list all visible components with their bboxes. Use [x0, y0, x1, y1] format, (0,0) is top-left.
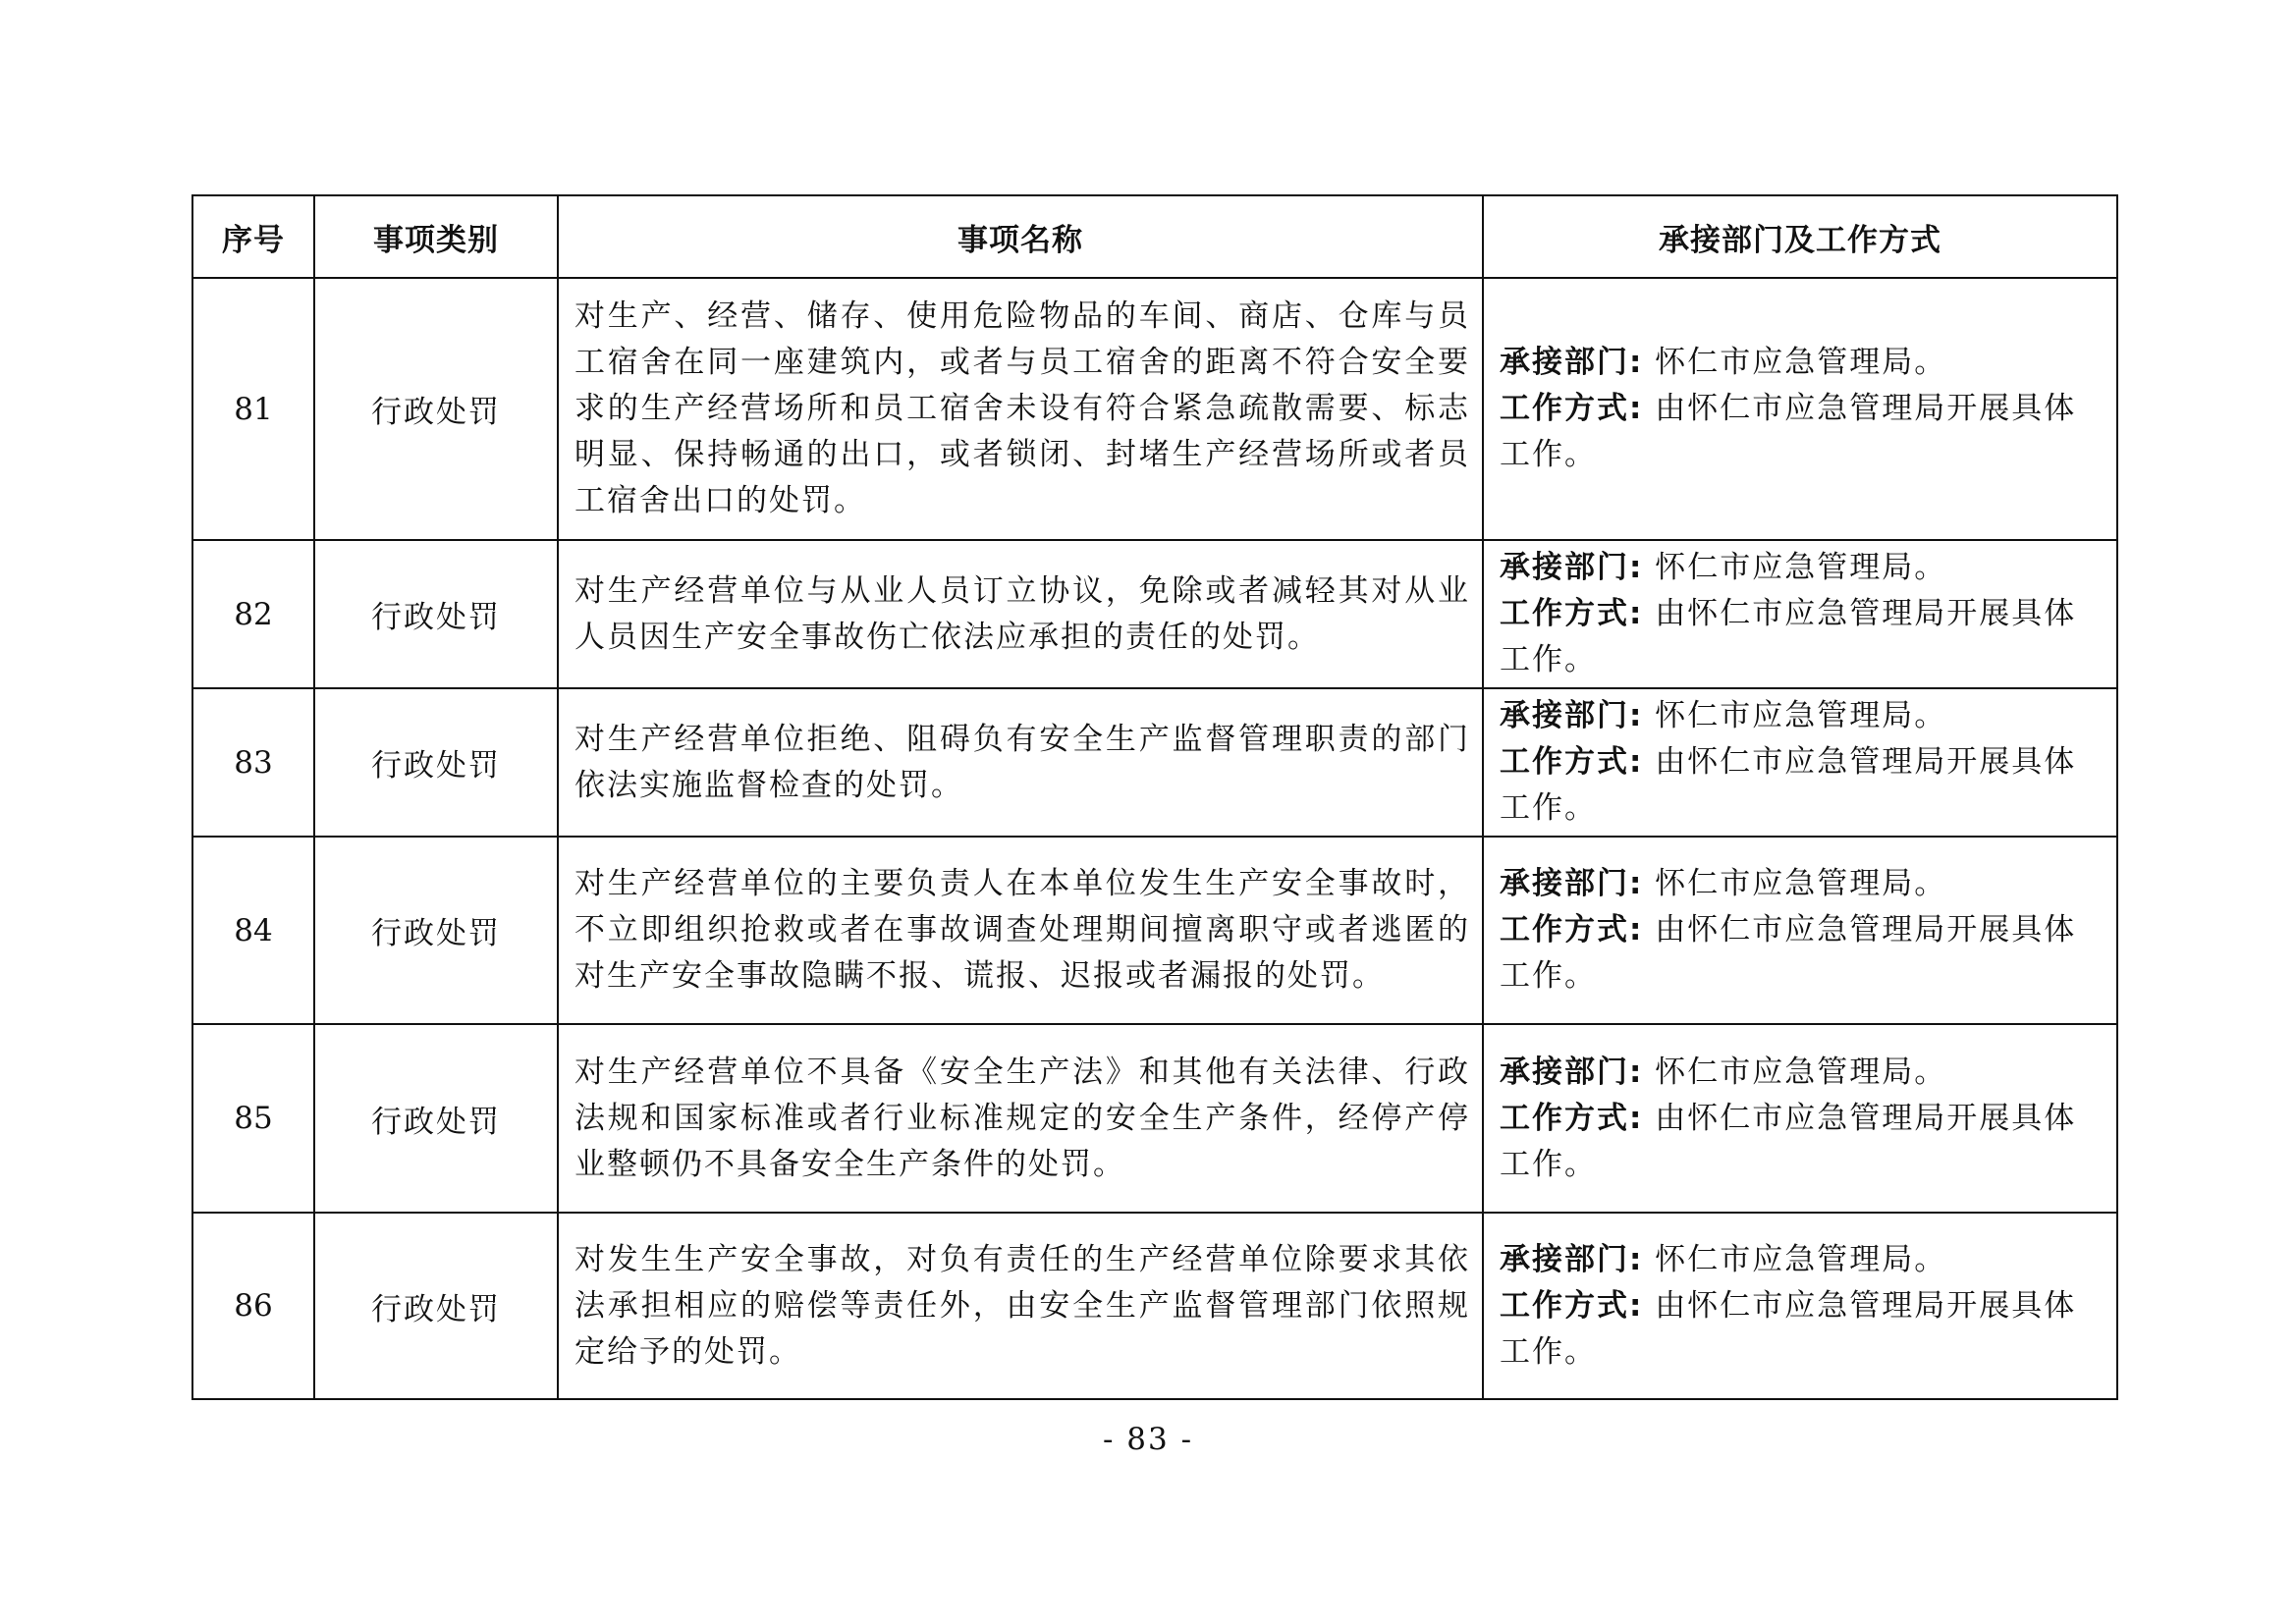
- row-dept: [1483, 278, 2117, 540]
- method-label: 工作方式:: [1500, 1287, 1644, 1324]
- method-line: [1500, 591, 2105, 683]
- dept-value: 怀仁市应急管理局。: [1655, 1054, 1947, 1090]
- table-row: [192, 1213, 2117, 1399]
- row-category: 行政处罚: [314, 688, 558, 837]
- method-label: 工作方式:: [1500, 744, 1644, 780]
- header-no: 序号: [192, 195, 314, 278]
- row-dept: [1483, 1024, 2117, 1213]
- method-label: 工作方式:: [1500, 1100, 1644, 1136]
- method-line: [1500, 1096, 2105, 1188]
- dept-line: [1500, 545, 2105, 591]
- dept-label: 承接部门:: [1500, 550, 1644, 585]
- row-name: 对生产经营单位拒绝、阻碍负有安全生产监督管理职责的部门依法实施监督检查的处罚。: [558, 688, 1483, 837]
- table-row: [192, 278, 2117, 540]
- header-dept: 承接部门及工作方式: [1483, 195, 2117, 278]
- row-no: 85: [192, 1024, 314, 1213]
- row-name: 对生产经营单位不具备《安全生产法》和其他有关法律、行政法规和国家标准或者行业标准规定的安全生产条件，经停产停业整顿仍不具备安全生产条件的处罚。: [558, 1024, 1483, 1213]
- method-line: [1500, 1283, 2105, 1376]
- table-row: [192, 1024, 2117, 1213]
- method-value: 由怀仁市应急管理局开展具体工作。: [1500, 912, 2077, 994]
- row-no: 82: [192, 540, 314, 688]
- header-category: 事项类别: [314, 195, 558, 278]
- row-name: 对发生生产安全事故，对负有责任的生产经营单位除要求其依法承担相应的赔偿等责任外，由安全生产监督管理部门依照规定给予的处罚。: [558, 1213, 1483, 1399]
- method-value: 由怀仁市应急管理局开展具体工作。: [1500, 1100, 2077, 1182]
- page-number: - 83 -: [1102, 1422, 1194, 1457]
- dept-label: 承接部门:: [1500, 345, 1644, 380]
- row-category: 行政处罚: [314, 540, 558, 688]
- dept-value: 怀仁市应急管理局。: [1655, 698, 1947, 733]
- method-value: 由怀仁市应急管理局开展具体工作。: [1500, 744, 2077, 826]
- row-category: 行政处罚: [314, 1213, 558, 1399]
- row-dept: [1483, 540, 2117, 688]
- dept-value: 怀仁市应急管理局。: [1655, 345, 1947, 380]
- dept-label: 承接部门:: [1500, 866, 1644, 901]
- method-line: [1500, 907, 2105, 1000]
- row-dept: [1483, 1213, 2117, 1399]
- method-label: 工作方式:: [1500, 912, 1644, 947]
- dept-value: 怀仁市应急管理局。: [1655, 1241, 1947, 1277]
- row-name: 对生产经营单位的主要负责人在本单位发生生产安全事故时，不立即组织抢救或者在事故调查处理期间擅离职守或者逃匿的对生产安全事故隐瞒不报、谎报、迟报或者漏报的处罚。: [558, 837, 1483, 1024]
- row-category: 行政处罚: [314, 1024, 558, 1213]
- method-value: 由怀仁市应急管理局开展具体工作。: [1500, 1287, 2077, 1370]
- row-category: 行政处罚: [314, 837, 558, 1024]
- dept-line: [1500, 1050, 2105, 1096]
- row-no: 81: [192, 278, 314, 540]
- dept-label: 承接部门:: [1500, 698, 1644, 733]
- dept-line: [1500, 340, 2105, 386]
- header-name: 事项名称: [558, 195, 1483, 278]
- row-dept: [1483, 688, 2117, 837]
- row-category: 行政处罚: [314, 278, 558, 540]
- row-dept: [1483, 837, 2117, 1024]
- row-name: 对生产经营单位与从业人员订立协议，免除或者减轻其对从业人员因生产安全事故伤亡依法应承担的责任的处罚。: [558, 540, 1483, 688]
- dept-label: 承接部门:: [1500, 1054, 1644, 1090]
- method-line: [1500, 739, 2105, 832]
- items-table: [191, 194, 2118, 1400]
- method-value: 由怀仁市应急管理局开展具体工作。: [1500, 596, 2077, 677]
- dept-value: 怀仁市应急管理局。: [1655, 550, 1947, 585]
- table-row: [192, 837, 2117, 1024]
- table-header-row: [192, 195, 2117, 278]
- row-name: 对生产、经营、储存、使用危险物品的车间、商店、仓库与员工宿舍在同一座建筑内，或者与员工宿舍的距离不符合安全要求的生产经营场所和员工宿舍未设有符合紧急疏散需要、标志明显、保持畅通的出口，或者锁闭、封堵生产经营场所或者员工宿舍出口的处罚。: [558, 278, 1483, 540]
- dept-line: [1500, 861, 2105, 907]
- row-no: 84: [192, 837, 314, 1024]
- dept-line: [1500, 693, 2105, 739]
- table-row: [192, 540, 2117, 688]
- row-no: 83: [192, 688, 314, 837]
- method-line: [1500, 386, 2105, 478]
- dept-value: 怀仁市应急管理局。: [1655, 866, 1947, 901]
- method-value: 由怀仁市应急管理局开展具体工作。: [1500, 391, 2077, 472]
- method-label: 工作方式:: [1500, 596, 1644, 631]
- table-row: [192, 688, 2117, 837]
- dept-label: 承接部门:: [1500, 1241, 1644, 1277]
- row-no: 86: [192, 1213, 314, 1399]
- method-label: 工作方式:: [1500, 391, 1644, 426]
- dept-line: [1500, 1237, 2105, 1283]
